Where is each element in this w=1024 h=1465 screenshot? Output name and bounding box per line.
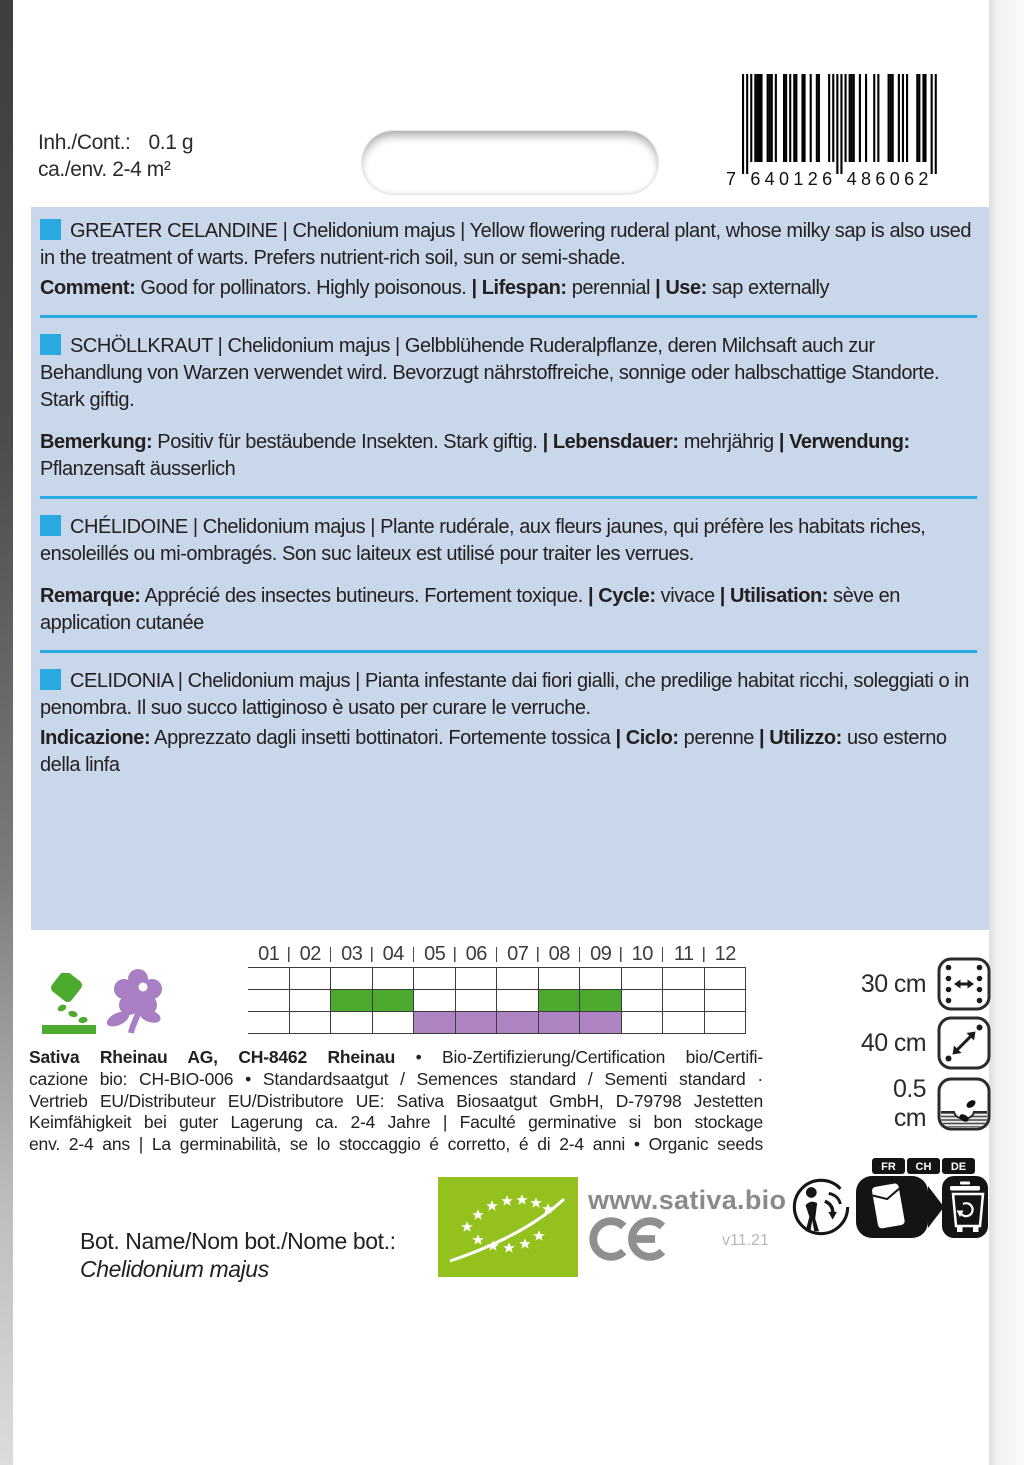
row-distance-label: 30 cm bbox=[860, 969, 926, 998]
section-note: Comment: Good for pollinators. Highly poisonous. | Lifespan: perennial | Use: sap externally bbox=[40, 277, 830, 299]
section-fr: CHÉLIDOINE | Chelidonium majus | Plante rudérale, aux fleurs jaunes, qui préfère les habitats riches, ensoleillés ou mi-ombragés. Son suc laiteux est utilisé pour traiter les verrues. Remarque: Apprécié des insectes butineurs. Fortement toxique. | Cycle: vivace | Utilisation: sève en application cutanée bbox=[40, 514, 977, 637]
barcode-digits: 6 bbox=[750, 169, 761, 189]
calendar-cell-sowing bbox=[539, 990, 581, 1012]
calendar-cell-row-blank bbox=[414, 968, 456, 990]
disposal-country-tab: FR bbox=[881, 1161, 896, 1173]
calendar-month-label: 07 bbox=[497, 941, 539, 967]
row-distance-icon bbox=[937, 957, 991, 1011]
section-note: Remarque: Apprécié des insectes butineurs. Fortement toxique. | Cycle: vivace | Utilisation: sève en application cutanée bbox=[40, 585, 900, 634]
calendar-cell-flowering bbox=[539, 1012, 581, 1034]
calendar-cell-sowing bbox=[580, 990, 622, 1012]
description-panel bbox=[31, 207, 989, 930]
calendar-cell-row-blank bbox=[705, 968, 747, 990]
calendar-cell-flowering bbox=[456, 1012, 498, 1034]
calendar-cell-flowering bbox=[622, 1012, 664, 1034]
calendar-month-label: 09 bbox=[580, 941, 622, 967]
address-line: env. 2-4 ans | La germinabilità, se lo stoccaggio é corretto, é di 2-4 anni • Organic seeds bbox=[29, 1134, 763, 1155]
section-de: SCHÖLLKRAUT | Chelidonium majus | Gelbblühende Ruderalpflanze, deren Milchsaft auch zur Behandlung von Warzen verwendet wird. Bevorzugt nährstoffreiche, sonnige oder halbschattige Standorte. Stark giftig. Bemerkung: Positiv für bestäubende Insekten. Stark giftig. | Lebensdauer: mehrjährig | Verwendung: Pflanzensaft äusserlich bbox=[40, 333, 977, 483]
calendar-cell-row-blank bbox=[290, 968, 332, 990]
section-description: Pianta infestante dai fiori gialli, che predilige habitat ricchi, soleggiati o in penombra. Il suo succo lattiginoso è usato per curare le verruche. bbox=[40, 670, 969, 719]
sowing-depth-icon bbox=[937, 1077, 991, 1131]
calendar-month-label: 02 bbox=[290, 941, 332, 967]
content-amount bbox=[38, 131, 193, 155]
calendar-month-label: 04 bbox=[373, 941, 415, 967]
calendar-cell-row-blank bbox=[580, 968, 622, 990]
section-latin-name: Chelidonium majus bbox=[227, 335, 390, 357]
section-description: Gelbblühende Ruderalpflanze, deren Milchsaft auch zur Behandlung von Warzen verwendet wird. Bevorzugt nährstoffreiche, sonnige oder halbschattige Standorte. Stark giftig. bbox=[40, 335, 940, 411]
flowering-icon bbox=[100, 967, 172, 1040]
ce-mark bbox=[589, 1217, 673, 1266]
calendar-cell-sowing bbox=[331, 990, 373, 1012]
calendar-cell-flowering bbox=[373, 1012, 415, 1034]
calendar-cell-flowering bbox=[290, 1012, 332, 1034]
hang-hole bbox=[362, 131, 658, 194]
packet-left-edge bbox=[0, 0, 13, 1465]
coverage-area: ca./env. 2-4 m² bbox=[38, 158, 171, 181]
calendar-cell-sowing bbox=[248, 990, 290, 1012]
content-amount-label: Inh./Cont.: bbox=[38, 131, 131, 154]
calendar-cell-sowing bbox=[622, 990, 664, 1012]
barcode-digits: 1 bbox=[793, 169, 804, 189]
content-amount-value: 0.1 g bbox=[148, 131, 194, 154]
section-title: CHÉLIDOINE bbox=[70, 516, 188, 538]
section-bullet-icon bbox=[40, 219, 61, 240]
barcode-digits: 4 bbox=[764, 169, 775, 189]
disposal-instructions-icon bbox=[856, 1158, 988, 1243]
row-distance bbox=[858, 957, 991, 1011]
plant-distance-icon bbox=[937, 1016, 991, 1070]
calendar-cell-sowing bbox=[705, 990, 747, 1012]
calendar-month-row bbox=[248, 941, 746, 967]
sowing-calendar bbox=[248, 941, 746, 1034]
sowing-depth-label: 0.5 cm bbox=[893, 1075, 926, 1132]
calendar-month-label: 11 bbox=[663, 941, 705, 967]
sowing-icon bbox=[40, 973, 98, 1040]
calendar-month-label: 08 bbox=[539, 941, 581, 967]
calendar-cell-flowering bbox=[497, 1012, 539, 1034]
calendar-month-label: 06 bbox=[456, 941, 498, 967]
calendar-cell-sowing bbox=[497, 990, 539, 1012]
calendar-cell-sowing bbox=[456, 990, 498, 1012]
section-bullet-icon bbox=[40, 669, 61, 690]
calendar-cell-row-blank bbox=[248, 968, 290, 990]
website: www.sativa.bio bbox=[588, 1185, 787, 1215]
eu-organic-logo bbox=[438, 1177, 578, 1282]
barcode-digits: 6 bbox=[904, 169, 915, 189]
calendar-cell-row-blank bbox=[622, 968, 664, 990]
barcode-digits: 6 bbox=[822, 169, 833, 189]
calendar-cell-sowing bbox=[663, 990, 705, 1012]
section-title: SCHÖLLKRAUT bbox=[70, 335, 213, 357]
barcode-digits: 0 bbox=[779, 169, 790, 189]
botanical-name-label: Bot. Name/Nom bot./Nome bot.: bbox=[80, 1228, 396, 1254]
calendar-cell-flowering bbox=[663, 1012, 705, 1034]
section-title: GREATER CELANDINE bbox=[70, 220, 278, 242]
section-divider bbox=[40, 315, 977, 318]
section-latin-name: Chelidonium majus bbox=[292, 220, 455, 242]
calendar-cell-row-blank bbox=[539, 968, 581, 990]
section-description: Plante rudérale, aux fleurs jaunes, qui préfère les habitats riches, ensoleillés ou mi-ombragés. Son suc laiteux est utilisé pour traiter les verrues. bbox=[40, 516, 926, 565]
section-bullet-icon bbox=[40, 334, 61, 355]
disposal-country-tab: DE bbox=[950, 1161, 967, 1173]
calendar-month-label: 10 bbox=[622, 941, 664, 967]
calendar-grid bbox=[248, 967, 746, 1034]
section-bullet-icon bbox=[40, 515, 61, 536]
calendar-cell-flowering bbox=[248, 1012, 290, 1034]
section-latin-name: Chelidonium majus bbox=[187, 670, 351, 692]
calendar-month-label: 03 bbox=[331, 941, 373, 967]
calendar-cell-row-blank bbox=[373, 968, 415, 990]
plant-distance-label: 40 cm bbox=[860, 1028, 926, 1057]
calendar-cell-flowering bbox=[580, 1012, 622, 1034]
barcode-digits: 6 bbox=[875, 169, 886, 189]
barcode-digits: 8 bbox=[861, 169, 872, 189]
calendar-cell-row-blank bbox=[663, 968, 705, 990]
botanical-name: Chelidonium majus bbox=[80, 1256, 269, 1282]
section-note: Bemerkung: Positiv für bestäubende Insekten. Stark giftig. | Lebensdauer: mehrjährig | Verwendung: Pflanzensaft äusserlich bbox=[40, 431, 910, 480]
section-title: CELIDONIA bbox=[70, 670, 173, 692]
section-it: CELIDONIA | Chelidonium majus | Pianta infestante dai fiori gialli, che predilige habitat ricchi, soleggiati o in penombra. Il suo succo lattiginoso è usato per curare le verruche. Indicazione: Apprezzato dagli insetti bottinatori. Fortemente tossica | Ciclo: perenne | Utilizzo: uso esterno della linfa bbox=[40, 668, 977, 779]
packet-right-edge bbox=[989, 0, 1024, 1465]
calendar-cell-sowing bbox=[290, 990, 332, 1012]
triman-recycling-icon bbox=[790, 1176, 852, 1243]
address-line: cazione bio: CH-BIO-006 • Standardsaatgut / Semences standard / Sementi standard · bbox=[29, 1068, 763, 1089]
barcode-digits: 0 bbox=[889, 169, 900, 189]
calendar-cell-row-blank bbox=[331, 968, 373, 990]
calendar-cell-sowing bbox=[414, 990, 456, 1012]
calendar-cell-flowering bbox=[331, 1012, 373, 1034]
address-line: Keimfähigkeit bei guter Lagerung ca. 2-4 Jahre | Faculté germinative si bon stockage bbox=[29, 1112, 763, 1133]
calendar-cell-row-blank bbox=[497, 968, 539, 990]
section-latin-name: Chelidonium majus bbox=[202, 516, 366, 538]
address-line: Vertrieb EU/Distributeur EU/Distributore UE: Sativa Biosaatgut GmbH, D-79798 Jestetten bbox=[29, 1090, 763, 1111]
address-line: Sativa Rheinau AG, CH-8462 Rheinau • Bio-Zertifizierung/Certification bio/Certifi- bbox=[29, 1047, 763, 1067]
plant-distance bbox=[858, 1016, 991, 1070]
barcode-digits: 4 bbox=[846, 169, 857, 189]
section-divider bbox=[40, 496, 977, 499]
calendar-month-label: 12 bbox=[714, 942, 736, 965]
disposal-country-tab: CH bbox=[915, 1161, 932, 1173]
calendar-month-label: 05 bbox=[414, 941, 456, 967]
section-note: Indicazione: Apprezzato dagli insetti bottinatori. Fortemente tossica | Ciclo: perenne | Utilizzo: uso esterno della linfa bbox=[40, 727, 947, 776]
barcode bbox=[712, 72, 948, 194]
sowing-depth bbox=[858, 1075, 991, 1133]
calendar-cell-row-blank bbox=[456, 968, 498, 990]
section-divider bbox=[40, 650, 977, 653]
section-description: Yellow flowering ruderal plant, whose milky sap is also used in the treatment of warts. Prefers nutrient-rich soil, sun or semi-shade. bbox=[40, 220, 972, 269]
barcode-digits: 2 bbox=[807, 169, 818, 189]
barcode-digits: 2 bbox=[918, 169, 929, 189]
calendar-cell-flowering bbox=[414, 1012, 456, 1034]
section-en: GREATER CELANDINE | Chelidonium majus | Yellow flowering ruderal plant, whose milky sap is also used in the treatment of warts. Prefers nutrient-rich soil, sun or semi-shade. Comment: Good for pollinators. Highly poisonous. | Lifespan: perennial | Use: sap externally bbox=[40, 218, 977, 302]
calendar-cell-sowing bbox=[373, 990, 415, 1012]
calendar-cell-flowering bbox=[705, 1012, 747, 1034]
version-label: v11.21 bbox=[722, 1232, 769, 1249]
producer-info bbox=[29, 1047, 763, 1156]
calendar-month-label: 01 bbox=[248, 941, 290, 967]
barcode-digits: 7 bbox=[725, 169, 736, 189]
